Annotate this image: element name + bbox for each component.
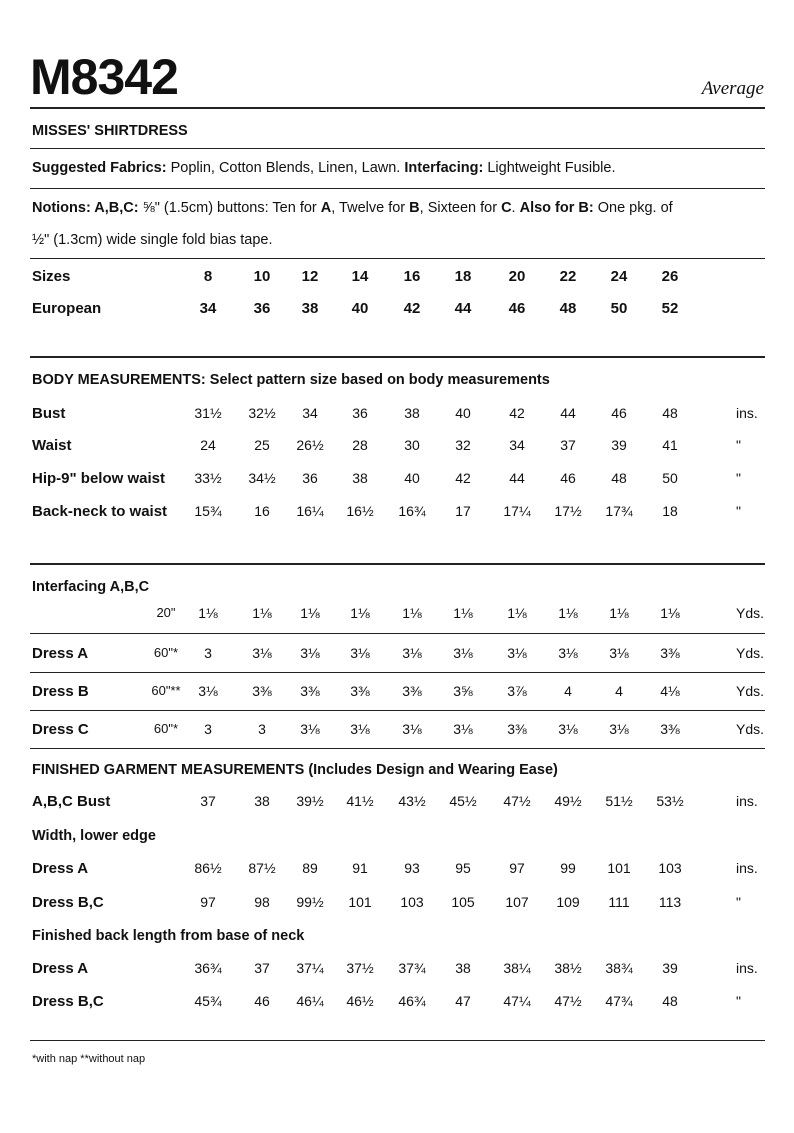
table-cell: 22 — [559, 268, 577, 285]
table-cell: 38¼ — [503, 960, 531, 976]
table-cell: 16¼ — [296, 503, 324, 519]
row-label: Back-neck to waist — [32, 503, 168, 520]
table-cell: 4 — [615, 683, 623, 699]
table-cell: 1⅛ — [507, 605, 527, 621]
table-cell: 3 — [204, 721, 212, 737]
table-cell: 34 — [302, 405, 318, 421]
table-cell: 37¼ — [296, 960, 324, 976]
table-cell: 3⅜ — [252, 683, 272, 699]
table-cell: 93 — [404, 860, 420, 876]
view-a: A — [320, 200, 332, 216]
table-cell: 47 — [455, 993, 471, 1009]
table-cell: 38 — [301, 300, 319, 317]
table-cell: 45¾ — [194, 993, 222, 1009]
table-cell: 101 — [348, 894, 372, 910]
interfacing-label: Interfacing: — [404, 160, 484, 176]
table-cell: 3⅛ — [558, 721, 578, 737]
table-cell: 41½ — [346, 793, 374, 809]
table-cell: 1⅛ — [558, 605, 578, 621]
table-cell: 3 — [204, 645, 212, 661]
notions-text: . — [511, 200, 520, 216]
table-cell: 26 — [661, 268, 679, 285]
table-cell: 86½ — [194, 860, 222, 876]
divider — [30, 148, 765, 149]
table-cell: 14 — [351, 268, 369, 285]
table-cell: 91 — [352, 860, 368, 876]
divider — [30, 1040, 765, 1041]
row-label: Dress B,C — [32, 993, 104, 1010]
table-cell: 95 — [455, 860, 471, 876]
table-cell: 46¾ — [398, 993, 426, 1009]
table-row — [0, 683, 794, 707]
table-cell: 46 — [508, 300, 526, 317]
table-cell: 47½ — [554, 993, 582, 1009]
table-cell: 3⅛ — [507, 645, 527, 661]
table-cell: 3⅜ — [660, 645, 680, 661]
table-cell: 50 — [662, 470, 678, 486]
table-cell: 45½ — [449, 793, 477, 809]
table-cell: 1⅛ — [660, 605, 680, 621]
fabrics-text: Poplin, Cotton Blends, Linen, Lawn. — [166, 160, 405, 176]
table-cell: 3⅝ — [453, 683, 473, 699]
table-cell: 37 — [254, 960, 270, 976]
table-cell: 46½ — [346, 993, 374, 1009]
table-cell: 4⅛ — [660, 683, 680, 699]
table-cell: 36 — [302, 470, 318, 486]
table-cell: 111 — [608, 894, 630, 910]
table-cell: 52 — [661, 300, 679, 317]
table-cell: 17¾ — [605, 503, 633, 519]
table-cell: 103 — [400, 894, 424, 910]
fabric-width: 60"** — [151, 683, 181, 698]
table-cell: 38¾ — [605, 960, 633, 976]
row-label: Hip-9" below waist — [32, 470, 165, 487]
table-cell: 32½ — [248, 405, 276, 421]
view-c: C — [501, 200, 512, 216]
european-sizes-row — [0, 300, 794, 324]
table-cell: 1⅛ — [402, 605, 422, 621]
table-cell: 3⅛ — [609, 645, 629, 661]
divider — [30, 107, 765, 109]
table-cell: 103 — [658, 860, 682, 876]
fit-label: Average — [701, 78, 764, 99]
table-cell: 47¾ — [605, 993, 633, 1009]
also-label: Also for B: — [519, 200, 594, 216]
table-cell: 8 — [203, 268, 213, 285]
row-label: Waist — [32, 437, 72, 454]
table-cell: 3⅛ — [300, 721, 320, 737]
row-label: A,B,C Bust — [32, 793, 111, 810]
table-cell: 51½ — [605, 793, 633, 809]
table-cell: 3⅛ — [300, 645, 320, 661]
row-label: Dress B,C — [32, 894, 104, 911]
divider — [30, 748, 765, 749]
table-cell: 37½ — [346, 960, 374, 976]
table-cell: 3⅜ — [350, 683, 370, 699]
table-cell: 44 — [454, 300, 472, 317]
row-label: Dress A — [32, 645, 89, 662]
table-row — [0, 605, 794, 629]
table-cell: 46 — [560, 470, 576, 486]
table-cell: 17 — [455, 503, 471, 519]
notions-line-2: ½" (1.3cm) wide single fold bias tape. — [32, 232, 273, 248]
table-cell: 48 — [662, 405, 678, 421]
table-cell: 46¼ — [296, 993, 324, 1009]
table-cell: 36 — [352, 405, 368, 421]
divider — [30, 356, 765, 358]
table-cell: 3⅛ — [350, 721, 370, 737]
table-cell: 3⅛ — [402, 645, 422, 661]
table-cell: 101 — [607, 860, 631, 876]
table-cell: 37¾ — [398, 960, 426, 976]
table-cell: 48 — [611, 470, 627, 486]
table-cell: 28 — [352, 437, 368, 453]
notions-text: , Twelve for — [331, 200, 410, 216]
unit-label: " — [736, 993, 741, 1009]
table-cell: 3 — [258, 721, 266, 737]
table-row — [0, 860, 794, 884]
table-cell: 42 — [455, 470, 471, 486]
table-cell: 15¾ — [194, 503, 222, 519]
table-cell: 38½ — [554, 960, 582, 976]
table-cell: 53½ — [656, 793, 684, 809]
row-label: Dress B — [32, 683, 89, 700]
finished-measurements-heading: FINISHED GARMENT MEASUREMENTS (Includes Design and Wearing Ease) — [32, 762, 558, 778]
table-cell: 24 — [200, 437, 216, 453]
table-cell: 34½ — [248, 470, 276, 486]
table-cell: 47½ — [503, 793, 531, 809]
pattern-subtitle: MISSES' SHIRTDRESS — [32, 123, 188, 139]
table-cell: 34 — [509, 437, 525, 453]
unit-label: " — [736, 894, 741, 910]
fabric-width: 60"* — [153, 721, 179, 736]
divider — [30, 563, 765, 565]
fabric-width: 60"* — [153, 645, 179, 660]
table-cell: 1⅛ — [252, 605, 272, 621]
divider — [30, 188, 765, 189]
table-cell: 3⅜ — [402, 683, 422, 699]
table-cell: 3⅜ — [300, 683, 320, 699]
table-cell: 18 — [662, 503, 678, 519]
unit-label: " — [736, 437, 741, 453]
table-cell: 3⅛ — [453, 721, 473, 737]
table-cell: 39 — [662, 960, 678, 976]
table-cell: 87½ — [248, 860, 276, 876]
unit-label: " — [736, 470, 741, 486]
table-cell: 36 — [253, 300, 271, 317]
table-cell: 26½ — [296, 437, 324, 453]
table-cell: 109 — [556, 894, 580, 910]
table-cell: 3⅜ — [660, 721, 680, 737]
table-cell: 40 — [404, 470, 420, 486]
table-cell: 97 — [509, 860, 525, 876]
unit-label: Yds. — [736, 721, 765, 737]
table-cell: 25 — [254, 437, 270, 453]
notions-text: One pkg. of — [593, 200, 673, 216]
table-cell: 12 — [301, 268, 319, 285]
table-cell: 39 — [611, 437, 627, 453]
table-cell: 48 — [559, 300, 577, 317]
suggested-fabrics — [32, 160, 616, 176]
table-cell: 18 — [454, 268, 472, 285]
table-cell: 3⅞ — [507, 683, 527, 699]
table-cell: 46 — [254, 993, 270, 1009]
table-row — [0, 894, 794, 918]
table-cell: 36¾ — [194, 960, 222, 976]
table-cell: 47¼ — [503, 993, 531, 1009]
unit-label: ins. — [736, 793, 758, 809]
table-cell: 3⅛ — [558, 645, 578, 661]
table-cell: 33½ — [194, 470, 222, 486]
table-cell: 44 — [509, 470, 525, 486]
table-row — [0, 470, 794, 494]
table-row — [0, 793, 794, 817]
length-heading: Finished back length from base of neck — [32, 928, 305, 944]
table-cell: 30 — [404, 437, 420, 453]
table-cell: 1⅛ — [300, 605, 320, 621]
table-cell: 99 — [560, 860, 576, 876]
table-cell: 38 — [404, 405, 420, 421]
table-cell: 38 — [254, 793, 270, 809]
table-cell: 3⅛ — [198, 683, 218, 699]
table-row — [0, 645, 794, 669]
table-cell: 16¾ — [398, 503, 426, 519]
footnote: *with nap **without nap — [32, 1053, 146, 1065]
table-cell: 1⅛ — [609, 605, 629, 621]
table-cell: 38 — [455, 960, 471, 976]
fabrics-label: Suggested Fabrics: — [32, 160, 167, 176]
table-cell: 16 — [403, 268, 421, 285]
table-cell: 3⅛ — [402, 721, 422, 737]
table-cell: 3⅛ — [453, 645, 473, 661]
table-row — [0, 721, 794, 745]
table-cell: 3⅛ — [350, 645, 370, 661]
sizes-row — [0, 268, 794, 292]
divider — [30, 633, 765, 634]
table-cell: 3⅛ — [609, 721, 629, 737]
table-cell: 44 — [560, 405, 576, 421]
table-cell: 24 — [610, 268, 628, 285]
table-cell: 43½ — [398, 793, 426, 809]
table-cell: 17½ — [554, 503, 582, 519]
table-cell: 97 — [200, 894, 216, 910]
notions-text: ⅝" (1.5cm) buttons: Ten for — [138, 200, 321, 216]
unit-label: " — [736, 503, 741, 519]
notions-label: Notions: A,B,C: — [32, 200, 139, 216]
pattern-number: M8342 — [30, 49, 178, 105]
table-row — [0, 405, 794, 429]
table-cell: 40 — [351, 300, 369, 317]
table-cell: 37 — [200, 793, 216, 809]
table-cell: 89 — [302, 860, 318, 876]
table-cell: 42 — [403, 300, 421, 317]
notions — [32, 200, 673, 216]
table-cell: 49½ — [554, 793, 582, 809]
body-measurements-heading: BODY MEASUREMENTS: Select pattern size based on body measurements — [32, 372, 550, 388]
unit-label: Yds. — [736, 605, 765, 621]
table-cell: 4 — [564, 683, 572, 699]
table-cell: 42 — [509, 405, 525, 421]
table-cell: 46 — [611, 405, 627, 421]
row-label: Bust — [32, 405, 66, 422]
row-label: Sizes — [32, 268, 71, 285]
view-b: B — [409, 200, 420, 216]
row-label: Dress A — [32, 960, 89, 977]
table-row — [0, 503, 794, 527]
table-cell: 17¼ — [503, 503, 531, 519]
table-cell: 32 — [455, 437, 471, 453]
row-label: Dress A — [32, 860, 89, 877]
table-cell: 1⅛ — [198, 605, 218, 621]
table-cell: 10 — [253, 268, 271, 285]
table-cell: 16½ — [346, 503, 374, 519]
table-row — [0, 960, 794, 984]
divider — [30, 710, 765, 711]
table-cell: 39½ — [296, 793, 324, 809]
table-cell: 113 — [658, 894, 682, 910]
width-heading: Width, lower edge — [32, 828, 156, 844]
table-row — [0, 437, 794, 461]
table-cell: 50 — [610, 300, 628, 317]
table-cell: 16 — [254, 503, 270, 519]
unit-label: ins. — [736, 405, 758, 421]
unit-label: Yds. — [736, 683, 765, 699]
table-cell: 99½ — [296, 894, 324, 910]
table-cell: 38 — [352, 470, 368, 486]
divider — [30, 672, 765, 673]
interfacing-heading: Interfacing A,B,C — [32, 579, 150, 595]
table-cell: 37 — [560, 437, 576, 453]
table-cell: 20 — [508, 268, 526, 285]
table-cell: 41 — [662, 437, 678, 453]
interfacing-text: Lightweight Fusible. — [483, 160, 616, 176]
table-cell: 3⅜ — [507, 721, 527, 737]
fabric-width: 20" — [156, 605, 176, 620]
table-cell: 1⅛ — [453, 605, 473, 621]
divider — [30, 258, 765, 259]
table-cell: 3⅛ — [252, 645, 272, 661]
table-cell: 48 — [662, 993, 678, 1009]
table-row — [0, 993, 794, 1017]
table-cell: 31½ — [194, 405, 222, 421]
table-cell: 34 — [199, 300, 217, 317]
table-cell: 40 — [455, 405, 471, 421]
notions-text: , Sixteen for — [419, 200, 502, 216]
row-label: Dress C — [32, 721, 89, 738]
table-cell: 107 — [505, 894, 529, 910]
table-cell: 98 — [254, 894, 270, 910]
table-cell: 1⅛ — [350, 605, 370, 621]
unit-label: ins. — [736, 960, 758, 976]
row-label: European — [32, 300, 102, 317]
table-cell: 105 — [451, 894, 475, 910]
unit-label: ins. — [736, 860, 758, 876]
unit-label: Yds. — [736, 645, 765, 661]
